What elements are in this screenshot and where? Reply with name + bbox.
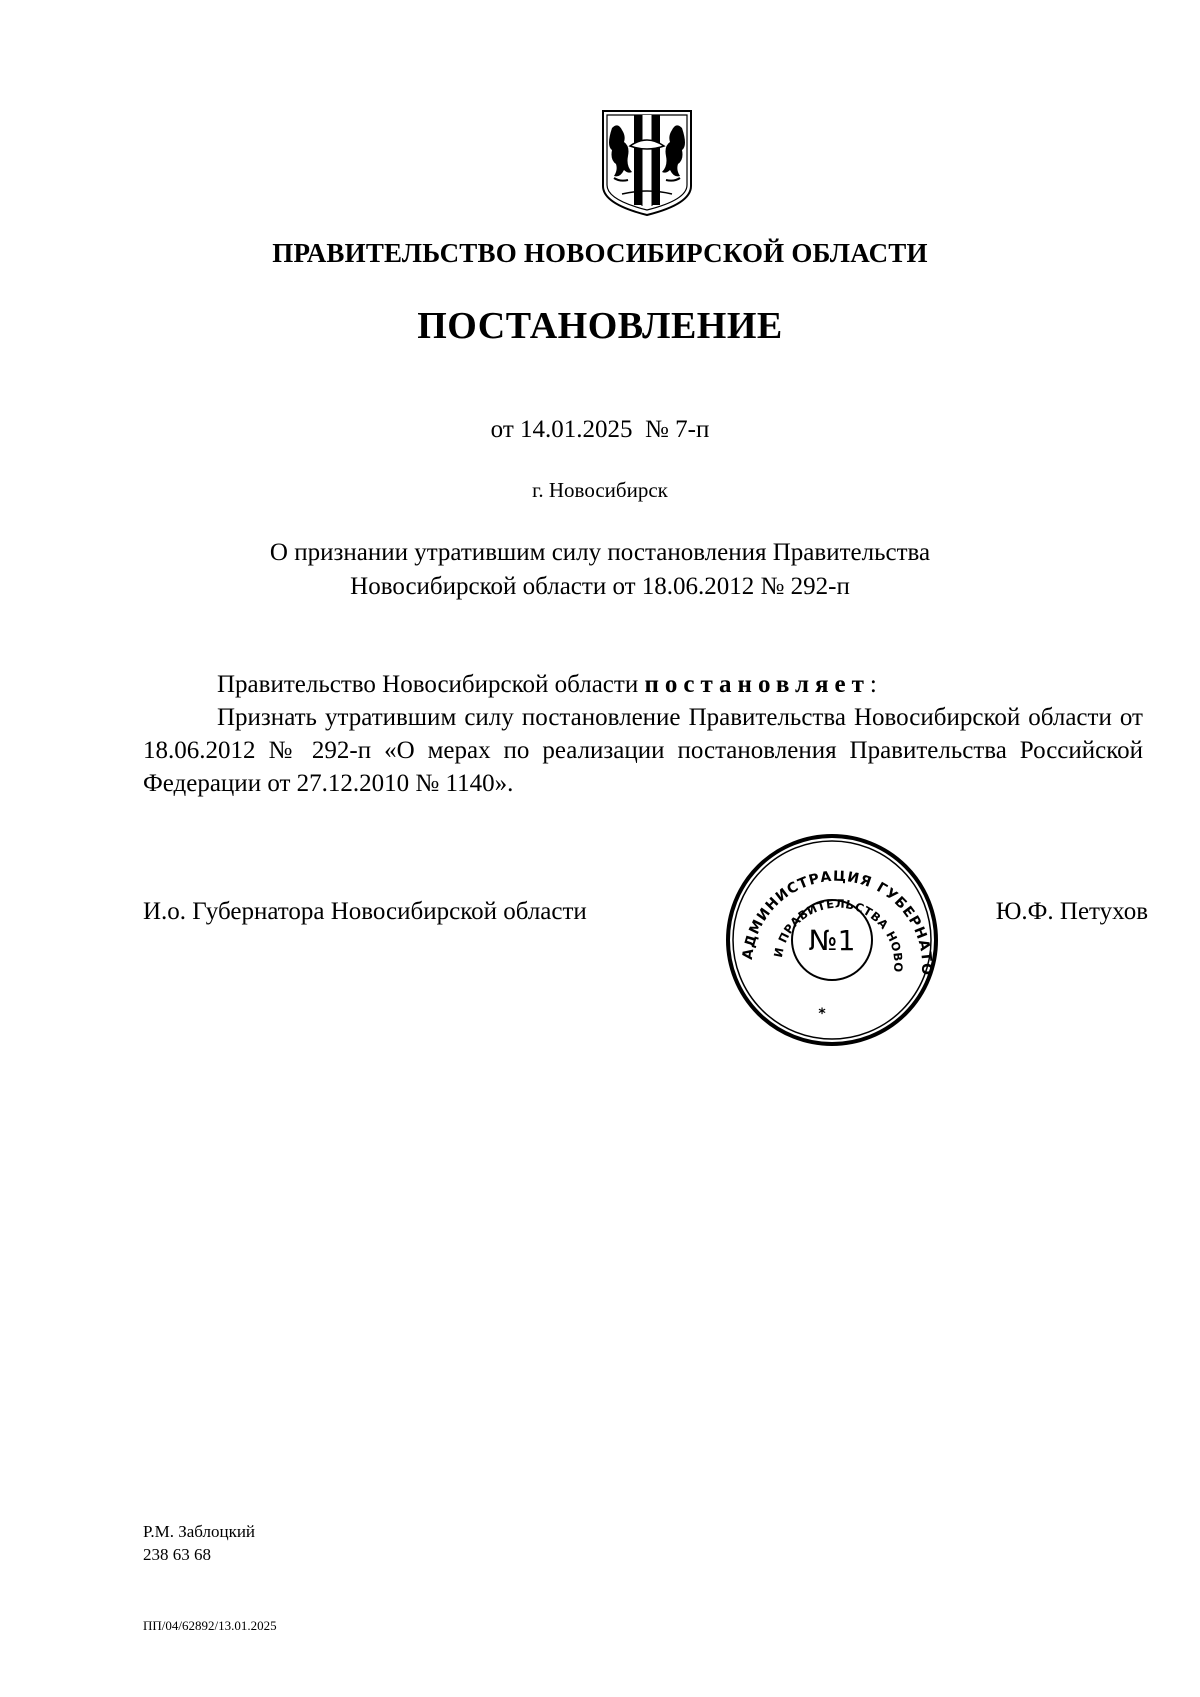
date-and-number: от 14.01.2025 № 7-п: [490, 416, 710, 443]
government-title: ПРАВИТЕЛЬСТВО НОВОСИБИРСКОЙ ОБЛАСТИ: [272, 238, 928, 268]
official-seal: [722, 830, 942, 1050]
signer-title: И.о. Губернатора Новосибирской области: [143, 898, 587, 925]
preamble-verb: постановляет: [644, 671, 870, 698]
executor-name: Р.М. Заблоцкий: [143, 1522, 256, 1541]
preamble: [143, 668, 1143, 701]
document-reference: ПП/04/62892/13.01.2025: [143, 1618, 277, 1633]
city: г. Новосибирск: [532, 478, 668, 502]
novosibirsk-coat-of-arms-icon: [600, 108, 694, 218]
seal-outer-text: АДМИНИСТРАЦИЯ ГУБЕРНАТО: [739, 868, 935, 977]
coat-of-arms-emblem: [600, 108, 694, 218]
seal-inner-text: И ПРАВИТЕЛЬСТВА НОВО: [770, 896, 906, 974]
seal-star: *: [818, 1006, 826, 1022]
executor-info: [143, 1520, 255, 1566]
executor-phone: 238 63 68: [143, 1545, 211, 1564]
seal-center-number: №1: [808, 924, 856, 957]
document-subject: [0, 536, 1200, 604]
subject-line-1: О признании утратившим силу постановления Правительства: [269, 539, 931, 566]
signer-name: Ю.Ф. Петухов: [995, 898, 1148, 925]
subject-line-2: Новосибирской области от 18.06.2012 № 292-п: [350, 573, 850, 600]
decision-paragraph: Признать утратившим силу постановление Правительства Новосибирской области от 18.06.2012 № 292-п «О мерах по реализации постановления Правительства Российской Федерации от 27.12.2010 № 1140».: [143, 704, 1143, 797]
seal-stamp: [722, 830, 942, 1050]
preamble-colon: :: [869, 671, 877, 698]
document-type: ПОСТАНОВЛЕНИЕ: [417, 305, 783, 347]
preamble-subject: Правительство Новосибирской области: [217, 671, 645, 698]
